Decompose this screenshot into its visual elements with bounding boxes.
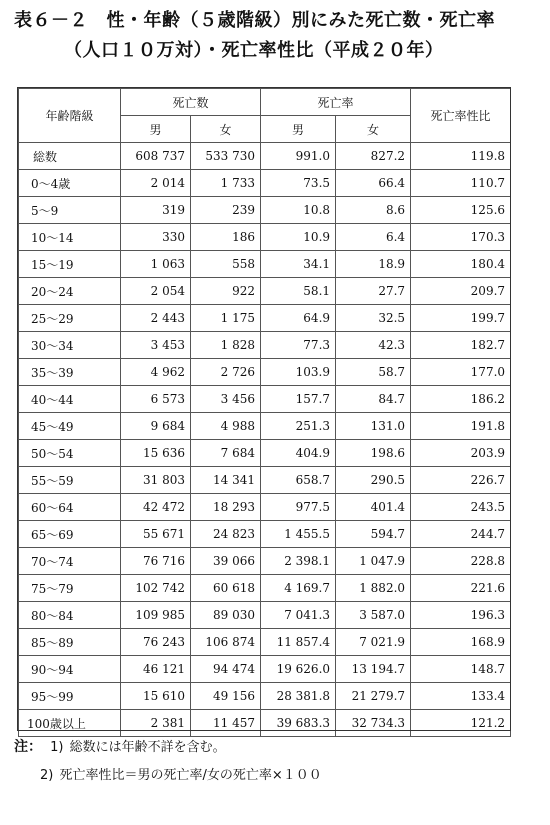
cell-rate-male: 39 683.3 <box>261 710 336 737</box>
cell-sex-ratio: 243.5 <box>411 494 511 521</box>
cell-deaths-female: 7 684 <box>191 440 261 467</box>
cell-rate-female: 594.7 <box>336 521 411 548</box>
cell-rate-female: 1 882.0 <box>336 575 411 602</box>
cell-rate-male: 4 169.7 <box>261 575 336 602</box>
cell-rate-female: 198.6 <box>336 440 411 467</box>
cell-age-group: 総数 <box>19 143 121 170</box>
cell-sex-ratio: 209.7 <box>411 278 511 305</box>
table-row <box>19 440 511 467</box>
cell-sex-ratio: 110.7 <box>411 170 511 197</box>
cell-sex-ratio: 221.6 <box>411 575 511 602</box>
note-number: 2) <box>40 768 54 783</box>
cell-deaths-female: 24 823 <box>191 521 261 548</box>
cell-deaths-male: 102 742 <box>121 575 191 602</box>
table-row <box>19 548 511 575</box>
cell-age-group: 100歳以上 <box>19 710 121 737</box>
cell-rate-male: 991.0 <box>261 143 336 170</box>
table-row <box>19 386 511 413</box>
notes-label: 注： <box>14 739 42 755</box>
cell-rate-male: 34.1 <box>261 251 336 278</box>
cell-deaths-female: 18 293 <box>191 494 261 521</box>
cell-sex-ratio: 244.7 <box>411 521 511 548</box>
cell-age-group: 25～29 <box>19 305 121 332</box>
cell-rate-male: 103.9 <box>261 359 336 386</box>
cell-sex-ratio: 203.9 <box>411 440 511 467</box>
cell-sex-ratio: 226.7 <box>411 467 511 494</box>
cell-deaths-male: 319 <box>121 197 191 224</box>
table-row <box>19 305 511 332</box>
cell-deaths-female: 3 456 <box>191 386 261 413</box>
cell-age-group: 70～74 <box>19 548 121 575</box>
cell-deaths-male: 76 716 <box>121 548 191 575</box>
cell-sex-ratio: 186.2 <box>411 386 511 413</box>
cell-rate-female: 1 047.9 <box>336 548 411 575</box>
table-row <box>19 332 511 359</box>
cell-sex-ratio: 177.0 <box>411 359 511 386</box>
cell-rate-female: 7 021.9 <box>336 629 411 656</box>
table-body <box>19 143 511 737</box>
cell-deaths-male: 2 443 <box>121 305 191 332</box>
cell-sex-ratio: 121.2 <box>411 710 511 737</box>
cell-sex-ratio: 180.4 <box>411 251 511 278</box>
header-deaths-female: 女 <box>191 116 261 143</box>
cell-age-group: 95～99 <box>19 683 121 710</box>
cell-deaths-male: 3 453 <box>121 332 191 359</box>
cell-deaths-female: 2 726 <box>191 359 261 386</box>
page-title <box>14 6 544 66</box>
cell-deaths-male: 1 063 <box>121 251 191 278</box>
cell-deaths-female: 4 988 <box>191 413 261 440</box>
cell-deaths-male: 4 962 <box>121 359 191 386</box>
cell-rate-male: 251.3 <box>261 413 336 440</box>
cell-deaths-male: 15 610 <box>121 683 191 710</box>
cell-rate-male: 157.7 <box>261 386 336 413</box>
cell-deaths-male: 46 121 <box>121 656 191 683</box>
table-row <box>19 197 511 224</box>
cell-rate-male: 1 455.5 <box>261 521 336 548</box>
cell-rate-female: 131.0 <box>336 413 411 440</box>
cell-deaths-male: 76 243 <box>121 629 191 656</box>
cell-rate-male: 28 381.8 <box>261 683 336 710</box>
header-age-group: 年齢階級 <box>19 89 121 143</box>
cell-deaths-female: 39 066 <box>191 548 261 575</box>
cell-age-group: 15～19 <box>19 251 121 278</box>
cell-rate-male: 58.1 <box>261 278 336 305</box>
cell-deaths-female: 11 457 <box>191 710 261 737</box>
cell-age-group: 10～14 <box>19 224 121 251</box>
cell-age-group: 90～94 <box>19 656 121 683</box>
cell-sex-ratio: 196.3 <box>411 602 511 629</box>
cell-rate-female: 21 279.7 <box>336 683 411 710</box>
cell-sex-ratio: 168.9 <box>411 629 511 656</box>
cell-sex-ratio: 170.3 <box>411 224 511 251</box>
header-rate-male: 男 <box>261 116 336 143</box>
cell-rate-female: 58.7 <box>336 359 411 386</box>
cell-deaths-male: 31 803 <box>121 467 191 494</box>
cell-age-group: 45～49 <box>19 413 121 440</box>
cell-rate-female: 66.4 <box>336 170 411 197</box>
cell-rate-female: 27.7 <box>336 278 411 305</box>
cell-rate-male: 977.5 <box>261 494 336 521</box>
cell-rate-female: 13 194.7 <box>336 656 411 683</box>
notes <box>14 733 322 790</box>
table-row <box>19 359 511 386</box>
table-row <box>19 575 511 602</box>
cell-sex-ratio: 199.7 <box>411 305 511 332</box>
cell-deaths-female: 558 <box>191 251 261 278</box>
cell-rate-male: 11 857.4 <box>261 629 336 656</box>
title-line-2: （人口１０万対）・死亡率性比（平成２０年） <box>64 40 444 61</box>
cell-rate-female: 32 734.3 <box>336 710 411 737</box>
header-rate-female: 女 <box>336 116 411 143</box>
cell-sex-ratio: 119.8 <box>411 143 511 170</box>
cell-deaths-female: 14 341 <box>191 467 261 494</box>
cell-rate-female: 827.2 <box>336 143 411 170</box>
table-row <box>19 494 511 521</box>
cell-rate-male: 77.3 <box>261 332 336 359</box>
table-row <box>19 413 511 440</box>
cell-rate-male: 2 398.1 <box>261 548 336 575</box>
cell-deaths-female: 94 474 <box>191 656 261 683</box>
header-deaths-male: 男 <box>121 116 191 143</box>
cell-deaths-male: 42 472 <box>121 494 191 521</box>
table-row <box>19 170 511 197</box>
cell-age-group: 65～69 <box>19 521 121 548</box>
cell-rate-male: 10.8 <box>261 197 336 224</box>
cell-sex-ratio: 182.7 <box>411 332 511 359</box>
cell-deaths-female: 89 030 <box>191 602 261 629</box>
cell-rate-female: 42.3 <box>336 332 411 359</box>
cell-rate-male: 404.9 <box>261 440 336 467</box>
cell-deaths-male: 109 985 <box>121 602 191 629</box>
cell-rate-male: 10.9 <box>261 224 336 251</box>
cell-deaths-female: 49 156 <box>191 683 261 710</box>
header-sex-ratio: 死亡率性比 <box>411 89 511 143</box>
table-row <box>19 224 511 251</box>
table-row <box>19 143 511 170</box>
note-row-1 <box>14 733 322 762</box>
cell-age-group: 55～59 <box>19 467 121 494</box>
note-number: 1) <box>50 740 64 755</box>
table-row <box>19 278 511 305</box>
cell-rate-female: 8.6 <box>336 197 411 224</box>
cell-rate-female: 18.9 <box>336 251 411 278</box>
cell-age-group: 60～64 <box>19 494 121 521</box>
cell-rate-female: 6.4 <box>336 224 411 251</box>
cell-deaths-female: 106 874 <box>191 629 261 656</box>
cell-deaths-female: 1 733 <box>191 170 261 197</box>
note-row-2 <box>14 762 322 790</box>
cell-rate-female: 84.7 <box>336 386 411 413</box>
header-deaths: 死亡数 <box>121 89 261 116</box>
cell-deaths-female: 186 <box>191 224 261 251</box>
cell-rate-male: 73.5 <box>261 170 336 197</box>
cell-sex-ratio: 228.8 <box>411 548 511 575</box>
table-row <box>19 602 511 629</box>
mortality-table <box>18 88 511 737</box>
cell-age-group: 0～4歳 <box>19 170 121 197</box>
cell-deaths-female: 533 730 <box>191 143 261 170</box>
cell-sex-ratio: 148.7 <box>411 656 511 683</box>
cell-deaths-male: 9 684 <box>121 413 191 440</box>
cell-rate-female: 32.5 <box>336 305 411 332</box>
cell-age-group: 85～89 <box>19 629 121 656</box>
cell-sex-ratio: 125.6 <box>411 197 511 224</box>
cell-deaths-male: 15 636 <box>121 440 191 467</box>
note-text: 総数には年齢不詳を含む。 <box>69 740 226 755</box>
cell-deaths-female: 60 618 <box>191 575 261 602</box>
cell-deaths-male: 330 <box>121 224 191 251</box>
table-row <box>19 251 511 278</box>
cell-deaths-male: 2 381 <box>121 710 191 737</box>
cell-deaths-female: 1 828 <box>191 332 261 359</box>
cell-deaths-female: 922 <box>191 278 261 305</box>
table-row <box>19 629 511 656</box>
cell-rate-female: 290.5 <box>336 467 411 494</box>
cell-deaths-male: 608 737 <box>121 143 191 170</box>
cell-age-group: 30～34 <box>19 332 121 359</box>
cell-age-group: 75～79 <box>19 575 121 602</box>
cell-deaths-male: 2 014 <box>121 170 191 197</box>
cell-rate-male: 7 041.3 <box>261 602 336 629</box>
cell-age-group: 50～54 <box>19 440 121 467</box>
cell-deaths-male: 2 054 <box>121 278 191 305</box>
table-row <box>19 683 511 710</box>
table-row <box>19 521 511 548</box>
cell-age-group: 20～24 <box>19 278 121 305</box>
header-death-rate: 死亡率 <box>261 89 411 116</box>
cell-rate-male: 658.7 <box>261 467 336 494</box>
cell-age-group: 80～84 <box>19 602 121 629</box>
cell-rate-female: 3 587.0 <box>336 602 411 629</box>
table-row <box>19 656 511 683</box>
cell-rate-female: 401.4 <box>336 494 411 521</box>
cell-age-group: 40～44 <box>19 386 121 413</box>
note-text: 死亡率性比＝男の死亡率/女の死亡率×１００ <box>59 768 322 783</box>
cell-sex-ratio: 191.8 <box>411 413 511 440</box>
cell-deaths-male: 6 573 <box>121 386 191 413</box>
cell-deaths-male: 55 671 <box>121 521 191 548</box>
cell-age-group: 35～39 <box>19 359 121 386</box>
cell-deaths-female: 1 175 <box>191 305 261 332</box>
cell-rate-male: 64.9 <box>261 305 336 332</box>
table-row <box>19 467 511 494</box>
cell-deaths-female: 239 <box>191 197 261 224</box>
cell-age-group: 5～9 <box>19 197 121 224</box>
cell-sex-ratio: 133.4 <box>411 683 511 710</box>
cell-rate-male: 19 626.0 <box>261 656 336 683</box>
title-line-1: 表６－２ 性・年齢（５歳階級）別にみた死亡数・死亡率 <box>14 10 495 31</box>
